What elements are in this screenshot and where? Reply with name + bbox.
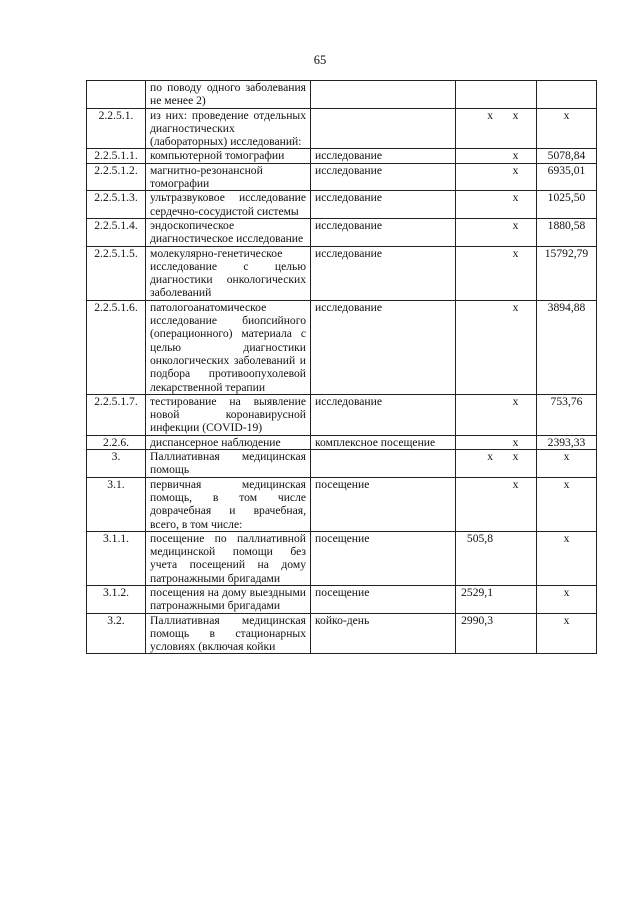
cell-num: 2.2.5.1.7. [87,394,146,435]
cell-num: 3. [87,450,146,478]
cell-values [456,435,537,449]
cell-name: молекулярно-генетическое исследование с целью диагностики онкологических заболеваний [146,246,311,300]
cell-v3: х [537,585,597,613]
cell-value-1 [460,301,499,314]
table-row [87,435,597,449]
cell-unit: комплексное посещение [311,435,456,449]
cell-unit [311,450,456,478]
cell-values [456,149,537,163]
cell-value-2: х [512,435,519,449]
cell-v3: 15792,79 [537,246,597,300]
cell-num: 2.2.5.1.2. [87,163,146,191]
cell-value-1 [460,219,499,232]
cell-v3: 6935,01 [537,163,597,191]
cell-name: посещение по паллиативной медицинской помощи без учета посещений на дому патронажными бригадами [146,531,311,585]
table-row [87,108,597,149]
cell-unit [311,108,456,149]
cell-value-1 [460,191,499,204]
cell-num: 2.2.5.1.1. [87,149,146,163]
table-row [87,191,597,219]
cell-v3: 753,76 [537,394,597,435]
cell-num: 3.1.1. [87,531,146,585]
cell-values [456,218,537,246]
tariff-table [86,80,597,654]
cell-values [456,163,537,191]
cell-values [456,394,537,435]
cell-v3: х [537,531,597,585]
cell-num: 2.2.5.1.3. [87,191,146,219]
cell-v3: х [537,450,597,478]
cell-value-1 [460,478,499,491]
cell-value-1: 505,8 [466,531,493,545]
cell-name: патологоанатомическое исследование биопсийного (операционного) материала с целью диагностики онкологических заболеваний и подбора противоопухолевой лекарственной терапии [146,300,311,394]
cell-v3: 3894,88 [537,300,597,394]
table-row [87,585,597,613]
cell-unit: исследование [311,246,456,300]
table-row [87,300,597,394]
table-row [87,613,597,654]
cell-name: первичная медицинская помощь, в том числе доврачебная и врачебная, всего, в том числе: [146,477,311,531]
table-row [87,394,597,435]
cell-value-1 [460,395,499,408]
cell-v3: 5078,84 [537,149,597,163]
cell-v3: х [537,477,597,531]
cell-name: диспансерное наблюдение [146,435,311,449]
cell-num: 2.2.5.1.5. [87,246,146,300]
cell-name: посещения на дому выездными патронажными бригадами [146,585,311,613]
cell-unit: посещение [311,477,456,531]
table-row [87,218,597,246]
cell-value-2: х [512,450,519,464]
cell-value-2: х [512,300,519,314]
cell-value-1: х [487,450,493,464]
cell-value-2: х [512,394,519,408]
cell-value-1 [460,436,499,449]
table-row [87,246,597,300]
cell-v3: 1025,50 [537,191,597,219]
cell-value-2 [499,532,532,545]
cell-value-2: х [512,163,519,177]
table-row [87,450,597,478]
cell-value-1: 2990,3 [461,613,493,627]
cell-unit [311,81,456,109]
cell-num: 3.2. [87,613,146,654]
cell-name: магнитно-резонансной томографии [146,163,311,191]
cell-unit: посещение [311,531,456,585]
cell-name: Паллиативная медицинская помощь [146,450,311,478]
cell-values [456,450,537,478]
table-row [87,81,597,109]
cell-unit: исследование [311,300,456,394]
cell-v3 [537,81,597,109]
cell-unit: исследование [311,394,456,435]
cell-value-2: х [512,477,519,491]
cell-name: ультразвуковое исследование сердечно-сосудистой системы [146,191,311,219]
cell-value-2 [499,614,532,627]
cell-value-2: х [512,149,519,163]
cell-values [456,585,537,613]
cell-name: тестирование на выявление новой коронавирусной инфекции (COVID-19) [146,394,311,435]
cell-name: Паллиативная медицинская помощь в стационарных условиях (включая койки [146,613,311,654]
cell-value-1 [460,247,499,260]
table-row [87,149,597,163]
table-row [87,163,597,191]
cell-v3: 2393,33 [537,435,597,449]
cell-name: по поводу одного заболевания не менее 2) [146,81,311,109]
cell-unit: исследование [311,218,456,246]
cell-v3: х [537,108,597,149]
cell-values [456,531,537,585]
cell-unit: койко-день [311,613,456,654]
cell-value-1: х [487,108,493,122]
cell-v3: 1880,58 [537,218,597,246]
cell-values [456,191,537,219]
cell-value-2 [499,586,532,599]
cell-num: 3.1.2. [87,585,146,613]
cell-value-2: х [512,108,519,122]
page-number: 65 [313,53,327,67]
cell-value-1: 2529,1 [461,585,493,599]
cell-values [456,613,537,654]
cell-value-2: х [512,218,519,232]
cell-values [456,108,537,149]
table-row [87,531,597,585]
cell-num: 2.2.6. [87,435,146,449]
cell-num: 2.2.5.1.4. [87,218,146,246]
cell-values [456,300,537,394]
cell-values [456,81,537,109]
cell-num: 3.1. [87,477,146,531]
cell-v3: х [537,613,597,654]
cell-unit: посещение [311,585,456,613]
cell-value-1 [460,149,499,162]
cell-name: из них: проведение отдельных диагностических (лабораторных) исследований: [146,108,311,149]
cell-num: 2.2.5.1.6. [87,300,146,394]
table-row [87,477,597,531]
cell-unit: исследование [311,149,456,163]
cell-value-2: х [512,246,519,260]
cell-values [456,477,537,531]
cell-name: компьютерной томографии [146,149,311,163]
cell-values [456,246,537,300]
table-body [87,81,597,654]
cell-value-1 [460,164,499,177]
cell-num: 2.2.5.1. [87,108,146,149]
cell-value-2: х [512,191,519,205]
cell-unit: исследование [311,191,456,219]
cell-unit: исследование [311,163,456,191]
cell-num [87,81,146,109]
cell-name: эндоскопическое диагностическое исследование [146,218,311,246]
